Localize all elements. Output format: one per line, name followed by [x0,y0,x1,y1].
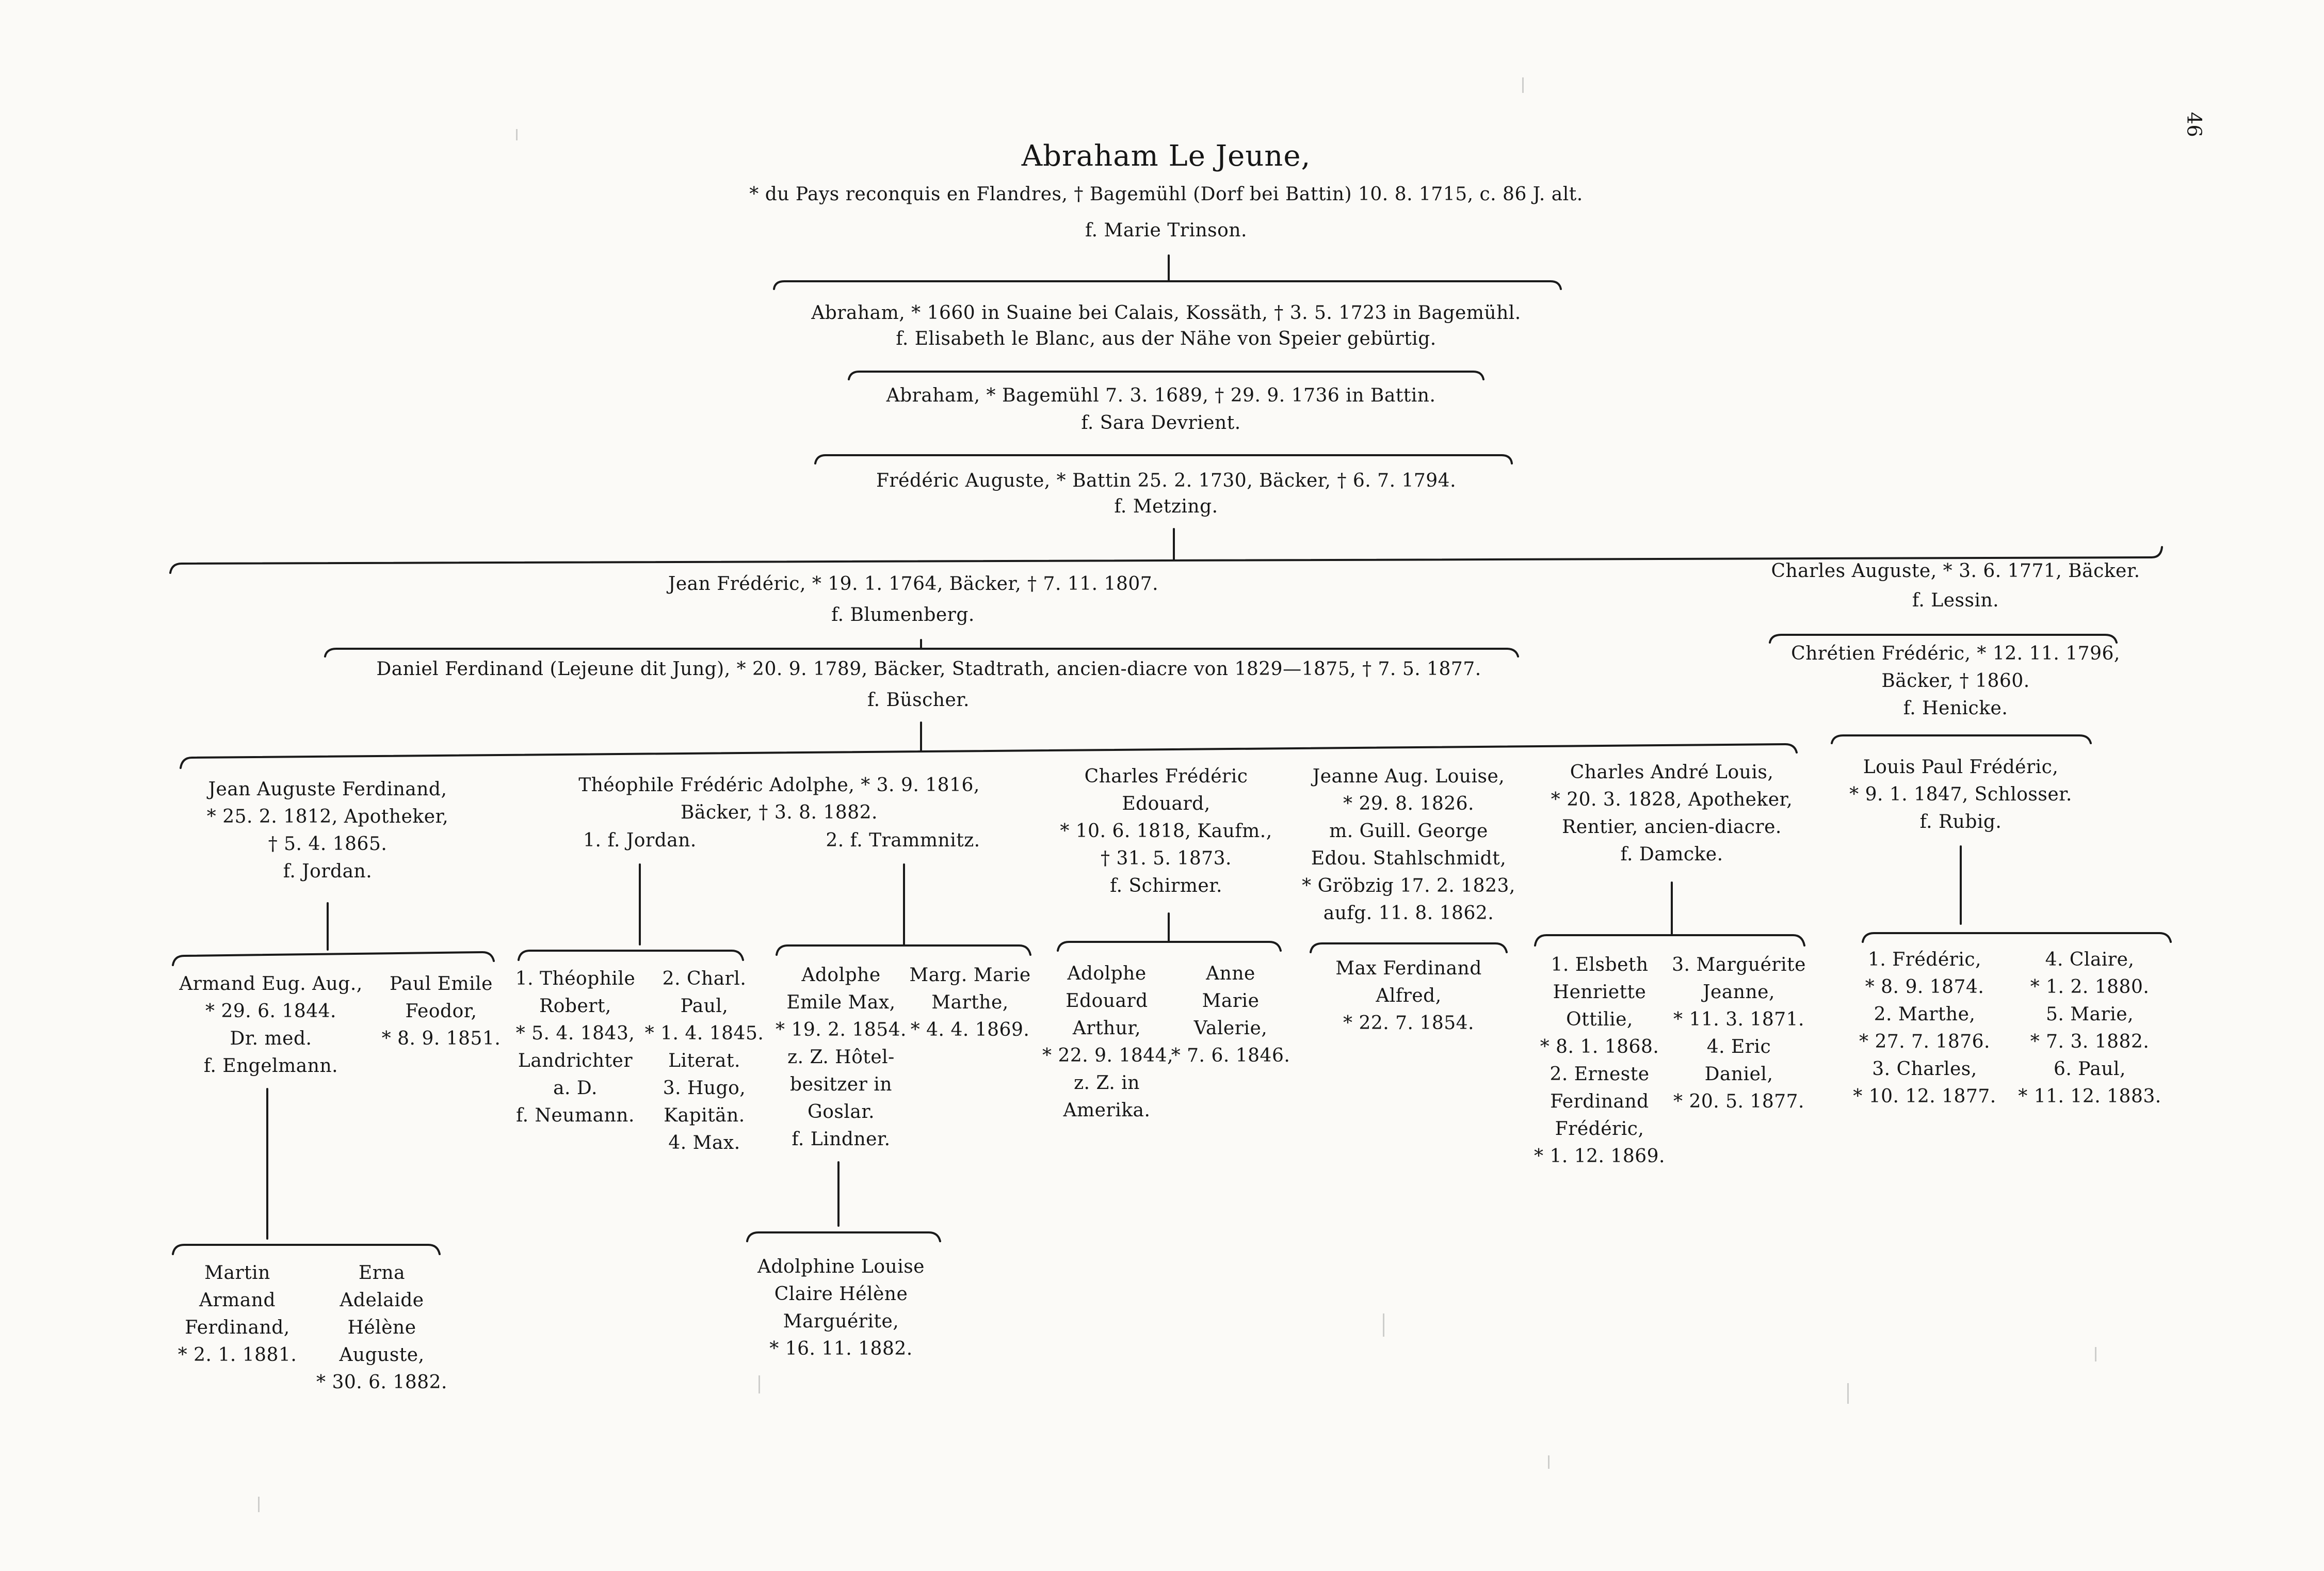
grandchild-elsbeth: 1. Elsbeth Henriette Ottilie, * 8. 1. 1868. 2. Erneste Ferdinand Frédéric, * 1. 12. 1869. [1534,954,1665,1167]
grandchild-max-ferdinand: Max Ferdinand Alfred, * 22. 7. 1854. [1335,958,1482,1034]
root-name: Abraham Le Jeune, [1021,139,1311,173]
gen3-details: Frédéric Auguste, * Battin 25. 2. 1730, Bäcker, † 6. 7. 1794. [876,470,1457,491]
gen3-spouse: f. Metzing. [1114,496,1218,517]
paper-speck [2095,1347,2096,1361]
great-grandchild-adolphine: Adolphine Louise Claire Hélène Marguérite, * 16. 11. 1882. [757,1256,925,1359]
grandchild-theophile-robert: 1. Théophile Robert, * 5. 4. 1843, Landrichter a. D. f. Neumann. [515,968,636,1126]
jean-frederic-spouse: f. Blumenberg. [831,604,975,626]
paper-speck [1548,1455,1550,1469]
grandchild-marg-marie: Marg. Marie Marthe, * 4. 4. 1869. [909,965,1031,1040]
child-charles-andre: Charles André Louis, * 20. 3. 1828, Apotheker, Rentier, ancien-diacre. f. Damcke. [1551,762,1793,865]
page-number: 46 [2183,111,2206,138]
paper-speck [516,129,518,140]
root-details: * du Pays reconquis en Flandres, † Bagemühl (Dorf bei Battin) 10. 8. 1715, c. 86 J. alt. [749,184,1583,205]
theophile-wife-2: 2. f. Trammnitz. [826,830,980,851]
gen2-details: Abraham, * Bagemühl 7. 3. 1689, † 29. 9. 1736 in Battin. [886,385,1436,406]
grandchild-frederic-list: 1. Frédéric, * 8. 9. 1874. 2. Marthe, * 27. 7. 1876. 3. Charles, * 10. 12. 1877. [1853,949,1996,1107]
paper-speck [758,1375,760,1393]
child-louis-paul: Louis Paul Frédéric, * 9. 1. 1847, Schlosser. f. Rubig. [1849,757,2072,832]
grandchild-adolphe-edouard: Adolphe Edouard Arthur, * 22. 9. 1844, z. Z. in Amerika. [1042,963,1173,1121]
daniel-ferdinand-spouse: f. Büscher. [867,690,970,711]
grandchild-adolphe-emile: Adolphe Emile Max, * 19. 2. 1854. z. Z. Hôtel- besitzer in Goslar. f. Lindner. [776,965,907,1150]
daniel-ferdinand-details: Daniel Ferdinand (Lejeune dit Jung), * 20. 9. 1789, Bäcker, Stadtrath, ancien-diacre von 1829—1875, † 7. 5. 1877. [376,659,1481,680]
paper-speck [258,1497,260,1512]
gen1-details: Abraham, * 1660 in Suaine bei Calais, Kossäth, † 3. 5. 1723 in Bagemühl. [811,302,1521,324]
grandchild-charl-paul: 2. Charl. Paul, * 1. 4. 1845. Literat. 3. Hugo, Kapitän. 4. Max. [644,968,764,1153]
paper-speck [1522,77,1524,93]
gen2-spouse: f. Sara Devrient. [1081,412,1241,434]
chretien-frederic: Chrétien Frédéric, * 12. 11. 1796, Bäcker, † 1860. f. Henicke. [1791,643,2120,719]
child-theophile: Théophile Frédéric Adolphe, * 3. 9. 1816, Bäcker, † 3. 8. 1882. [578,775,980,823]
charles-auguste-spouse: f. Lessin. [1912,590,1999,611]
root-spouse: f. Marie Trinson. [1085,220,1247,241]
great-grandchild-martin: Martin Armand Ferdinand, * 2. 1. 1881. [177,1262,297,1366]
theophile-wife-1: 1. f. Jordan. [583,830,697,851]
grandchild-marguerite: 3. Marguérite Jeanne, * 11. 3. 1871. 4. Eric Daniel, * 20. 5. 1877. [1672,954,1806,1112]
jean-frederic-details: Jean Frédéric, * 19. 1. 1764, Bäcker, † 7. 11. 1807. [668,573,1159,595]
gen1-spouse: f. Elisabeth le Blanc, aus der Nähe von Speier gebürtig. [896,328,1437,349]
paper-speck [1383,1313,1384,1337]
child-jean-auguste: Jean Auguste Ferdinand, * 25. 2. 1812, Apotheker, † 5. 4. 1865. f. Jordan. [206,779,449,882]
grandchild-claire-list: 4. Claire, * 1. 2. 1880. 5. Marie, * 7. 3. 1882. 6. Paul, * 11. 12. 1883. [2018,949,2161,1107]
grandchild-anne-marie: Anne Marie Valerie, * 7. 6. 1846. [1171,963,1290,1066]
great-grandchild-erna: Erna Adelaide Hélène Auguste, * 30. 6. 1882. [316,1262,447,1393]
child-charles-frederic: Charles Frédéric Edouard, * 10. 6. 1818, Kaufm., † 31. 5. 1873. f. Schirmer. [1060,766,1272,896]
paper-speck [1847,1383,1849,1404]
grandchild-armand: Armand Eug. Aug., * 29. 6. 1844. Dr. med. f. Engelmann. [179,973,363,1077]
child-jeanne: Jeanne Aug. Louise, * 29. 8. 1826. m. Guill. George Edou. Stahlschmidt, * Gröbzig 17. 2. 1823, aufg. 11. 8. 1862. [1302,766,1515,924]
charles-auguste-details: Charles Auguste, * 3. 6. 1771, Bäcker. [1771,560,2140,582]
grandchild-paul-emile: Paul Emile Feodor, * 8. 9. 1851. [381,973,501,1049]
